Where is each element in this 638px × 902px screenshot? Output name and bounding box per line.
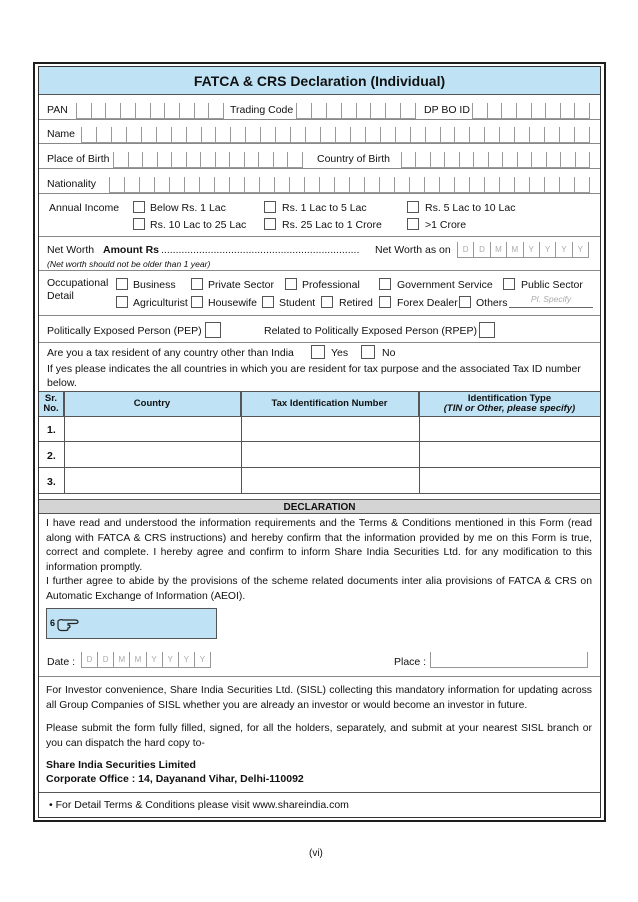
table-row[interactable] bbox=[39, 468, 600, 494]
tax-instruction-line-1: If yes please indicates the all countries in which you are resident for tax purpose and the associated Tax ID number bbox=[47, 363, 581, 375]
name-input[interactable] bbox=[81, 127, 590, 143]
place-of-birth-input[interactable] bbox=[113, 152, 303, 168]
income-below-1-lac-checkbox[interactable] bbox=[133, 201, 145, 213]
occupation-housewife-checkbox[interactable] bbox=[191, 296, 203, 308]
pan-label: PAN bbox=[47, 104, 68, 116]
occupation-label-line-2: Detail bbox=[47, 290, 74, 302]
trading-code-label: Trading Code bbox=[230, 104, 294, 116]
website-divider bbox=[39, 792, 600, 793]
occupation-label: Occupational bbox=[47, 277, 109, 289]
occupation-private-sector-checkbox[interactable] bbox=[191, 278, 203, 290]
income-option-label: Rs. 25 Lac to 1 Crore bbox=[282, 219, 382, 231]
occupation-government-service-checkbox[interactable] bbox=[379, 278, 391, 290]
table-divider bbox=[64, 392, 65, 494]
occupation-option-label: Retired bbox=[339, 297, 373, 309]
table-row[interactable] bbox=[39, 442, 600, 468]
yes-label: Yes bbox=[331, 347, 349, 359]
occupation-option-label: Private Sector bbox=[208, 279, 274, 291]
info-paragraph-1: For Investor convenience, Share India Securities Ltd. (SISL) collecting this mandatory information for updating across all Group Companies of SISL whether you are already an investor or would become an investor in future. bbox=[46, 685, 592, 711]
occupation-option-label: Others bbox=[476, 297, 508, 309]
occupation-public-sector-checkbox[interactable] bbox=[503, 278, 515, 290]
corporate-office-address: Corporate Office : 14, Dayanand Vihar, Delhi-110092 bbox=[46, 773, 304, 785]
country-of-birth-input[interactable] bbox=[401, 152, 590, 168]
table-header-id-type: Identification Type (TIN or Other, please specify) bbox=[419, 392, 600, 416]
declaration-paragraph-1: I have read and understood the information requirements and the Terms & Conditions mentioned in this Form (read along with FATCA & CRS instructions) and hereby confirm that the information provided by me on this Form is true, correct and complete. I hereby agree and confirm to inform Share India Securities Ltd. for any modification to this information promptly. bbox=[46, 518, 592, 573]
occupation-agriculturist-checkbox[interactable] bbox=[116, 296, 128, 308]
occupation-business-checkbox[interactable] bbox=[116, 278, 128, 290]
table-header-country: Country bbox=[64, 392, 241, 416]
country-of-birth-label: Country of Birth bbox=[317, 153, 390, 165]
table-divider bbox=[419, 392, 420, 494]
signature-box[interactable] bbox=[46, 608, 217, 639]
net-worth-note: (Net worth should not be older than 1 year) bbox=[47, 259, 211, 269]
occupation-professional-checkbox[interactable] bbox=[285, 278, 297, 290]
amount-label: Amount Rs bbox=[103, 244, 159, 256]
table-divider bbox=[241, 392, 242, 494]
income-10-25-lac-checkbox[interactable] bbox=[133, 218, 145, 230]
table-row[interactable] bbox=[39, 416, 600, 442]
income-option-label: Rs. 10 Lac to 25 Lac bbox=[150, 219, 247, 231]
occupation-option-label: Business bbox=[133, 279, 176, 291]
form-title: FATCA & CRS Declaration (Individual) bbox=[39, 67, 600, 95]
page-number: (vi) bbox=[309, 848, 323, 859]
annual-income-label: Annual Income bbox=[49, 202, 120, 214]
no-label: No bbox=[382, 347, 396, 359]
table-header-tin: Tax Identification Number bbox=[241, 392, 419, 416]
table-header-sr: Sr. No. bbox=[39, 392, 64, 416]
occupation-option-label: Housewife bbox=[208, 297, 258, 309]
tax-resident-no-checkbox[interactable] bbox=[361, 345, 375, 359]
occupation-option-label: Government Service bbox=[397, 279, 493, 291]
net-worth-amount-field[interactable]: .................................................................... bbox=[161, 244, 360, 256]
dp-bo-id-label: DP BO ID bbox=[424, 104, 470, 116]
trading-code-input[interactable] bbox=[296, 103, 416, 119]
name-label: Name bbox=[47, 128, 76, 140]
net-worth-date-input[interactable]: D D M M Y Y Y Y bbox=[457, 242, 589, 258]
others-specify-field[interactable]: Pl. Specify bbox=[509, 294, 593, 308]
rpep-label: Related to Politically Exposed Person (RPEP) bbox=[264, 325, 478, 337]
pep-label: Politically Exposed Person (PEP) bbox=[47, 325, 202, 337]
date-input[interactable]: D D M M Y Y Y Y bbox=[81, 652, 211, 668]
occupation-option-label: Forex Dealer bbox=[397, 297, 458, 309]
signature-number: 6 bbox=[50, 618, 56, 628]
declaration-title: DECLARATION bbox=[39, 499, 600, 514]
occupation-student-checkbox[interactable] bbox=[262, 296, 274, 308]
info-paragraph-2: Please submit the form fully filled, signed, for all the holders, separately, and submit at your nearest SISL branch or you can dispatch the hard copy to- bbox=[46, 723, 592, 749]
nationality-input[interactable] bbox=[109, 177, 590, 193]
table-row-number: 1. bbox=[47, 424, 56, 436]
pan-input[interactable] bbox=[76, 103, 224, 119]
table-row-number: 3. bbox=[47, 476, 56, 488]
date-label: Date : bbox=[47, 656, 76, 668]
pointing-hand-icon bbox=[57, 616, 79, 632]
net-worth-label: Net Worth bbox=[47, 244, 95, 256]
dp-bo-id-input[interactable] bbox=[472, 103, 590, 119]
place-of-birth-label: Place of Birth bbox=[47, 153, 110, 165]
occupation-option-label: Professional bbox=[302, 279, 360, 291]
income-1-5-lac-checkbox[interactable] bbox=[264, 201, 276, 213]
occupation-option-label: Student bbox=[279, 297, 316, 309]
tax-resident-yes-checkbox[interactable] bbox=[311, 345, 325, 359]
occupation-forex-dealer-checkbox[interactable] bbox=[379, 296, 391, 308]
income-option-label: Rs. 5 Lac to 10 Lac bbox=[425, 202, 516, 214]
rpep-checkbox[interactable] bbox=[479, 322, 495, 338]
tax-instruction-line-2: below. bbox=[47, 377, 77, 389]
income-above-1-crore-checkbox[interactable] bbox=[407, 218, 419, 230]
table-row-number: 2. bbox=[47, 450, 56, 462]
income-5-10-lac-checkbox[interactable] bbox=[407, 201, 419, 213]
income-option-label: Below Rs. 1 Lac bbox=[150, 202, 226, 214]
net-worth-as-on-label: Net Worth as on bbox=[375, 244, 451, 256]
occupation-option-label: Agriculturist bbox=[133, 297, 188, 309]
income-option-label: Rs. 1 Lac to 5 Lac bbox=[282, 202, 367, 214]
nationality-label: Nationality bbox=[47, 178, 97, 190]
occupation-others-checkbox[interactable] bbox=[459, 296, 471, 308]
declaration-paragraph-2: I further agree to abide by the provisions of the scheme related documents inter alia provisions of FATCA & CRS on Automatic Exchange of Information (AEOI). bbox=[46, 576, 592, 602]
place-input[interactable] bbox=[430, 652, 588, 668]
place-label: Place : bbox=[394, 656, 427, 668]
pep-checkbox[interactable] bbox=[205, 322, 221, 338]
occupation-option-label: Public Sector bbox=[521, 279, 583, 291]
website-note: • For Detail Terms & Conditions please visit www.shareindia.com bbox=[49, 799, 349, 811]
tax-resident-question: Are you a tax resident of any country other than India bbox=[47, 347, 294, 359]
company-name: Share India Securities Limited bbox=[46, 759, 196, 771]
income-option-label: >1 Crore bbox=[425, 219, 467, 231]
occupation-retired-checkbox[interactable] bbox=[321, 296, 333, 308]
income-25-lac-1-crore-checkbox[interactable] bbox=[264, 218, 276, 230]
